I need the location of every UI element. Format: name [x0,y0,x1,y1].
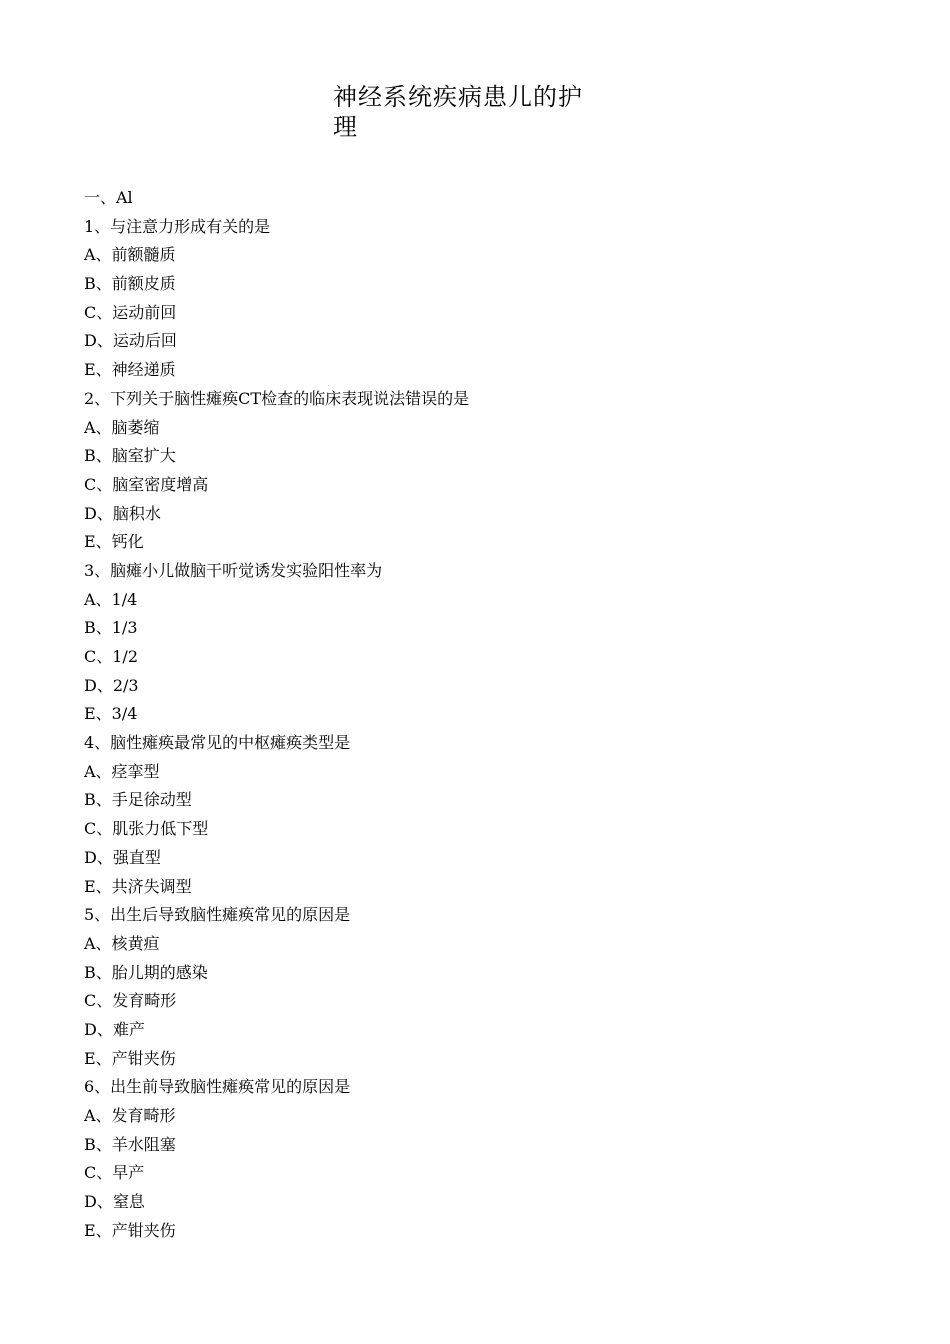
option-e: E、神经递质 [84,360,176,380]
option-d: D、运动后回 [84,331,177,351]
question-6 [84,1073,884,1245]
question-2 [84,385,884,557]
option-e: E、产钳夹伤 [84,1220,176,1240]
option-b: B、手足徐动型 [84,790,192,810]
question-1 [84,213,884,385]
option-b: B、羊水阻塞 [84,1134,176,1154]
question-stem: 4、脑性瘫痪最常见的中枢瘫痪类型是 [84,733,351,753]
option-e: E、共济失调型 [84,876,192,896]
option-b: B、1/3 [84,618,138,638]
option-a: A、核黄疸 [84,933,160,953]
option-a: A、1/4 [84,589,138,609]
question-stem: 5、出生后导致脑性瘫痪常见的原因是 [84,905,351,925]
option-e: E、3/4 [84,704,138,724]
question-stem: 1、与注意力形成有关的是 [84,216,271,236]
option-d: D、脑积水 [84,503,161,523]
section-heading: 一、Al [84,188,133,207]
option-c: C、发育畸形 [84,991,177,1011]
option-c: C、早产 [84,1163,145,1183]
title-line-2: 理 [333,113,358,141]
option-c: C、肌张力低下型 [84,819,209,839]
option-e: E、钙化 [84,532,144,552]
option-b: B、前额皮质 [84,274,176,294]
option-b: B、胎儿期的感染 [84,962,208,982]
option-c: C、运动前回 [84,302,177,322]
question-5 [84,901,884,1073]
option-a: A、脑萎缩 [84,417,160,437]
option-a: A、前额髓质 [84,245,176,265]
option-c: C、1/2 [84,647,138,666]
option-a: A、痉挛型 [84,761,160,781]
question-3 [84,557,884,729]
option-d: D、窒息 [84,1192,145,1212]
question-list [84,184,884,1245]
option-e: E、产钳夹伤 [84,1048,176,1068]
option-d: D、2/3 [84,675,139,695]
title-line-1: 神经系统疾病患儿的护 [333,83,583,111]
option-c: C、脑室密度增高 [84,474,209,494]
option-d: D、难产 [84,1019,145,1039]
page-title [333,82,613,142]
option-d: D、强直型 [84,847,161,867]
option-a: A、发育畸形 [84,1106,176,1125]
question-4 [84,729,884,901]
question-stem: 2、下列关于脑性瘫痪CT检查的临床表现说法错误的是 [84,388,470,408]
option-b: B、脑室扩大 [84,446,176,466]
question-stem: 3、脑瘫小儿做脑干听觉诱发实验阳性率为 [84,560,383,580]
question-stem: 6、出生前导致脑性瘫痪常见的原因是 [84,1077,351,1097]
